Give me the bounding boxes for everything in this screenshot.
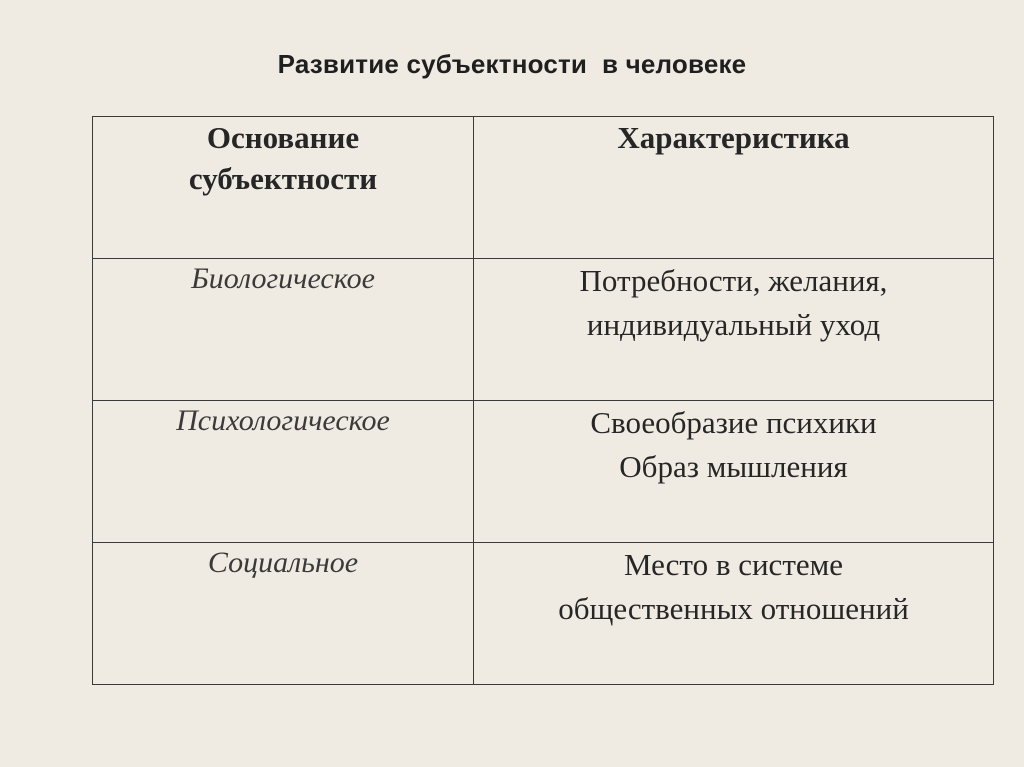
characteristic-line: Место в системе	[623, 547, 843, 582]
characteristic-cell	[474, 543, 994, 685]
characteristic-line: Потребности, желания,	[579, 263, 888, 298]
basis-cell: Психологическое	[93, 401, 474, 543]
characteristic-line: общественных отношений	[558, 591, 909, 626]
header-characteristic	[474, 117, 994, 259]
characteristic-line: Образ мышления	[619, 449, 848, 484]
subjectivity-table	[92, 116, 994, 685]
characteristic-line: индивидуальный уход	[586, 307, 881, 342]
table-row	[93, 543, 994, 685]
basis-cell: Биологическое	[93, 259, 474, 401]
header-basis	[93, 117, 474, 259]
header-basis-line: Основание	[206, 120, 360, 155]
table-row	[93, 401, 994, 543]
slide-title: Развитие субъектности в человеке	[277, 49, 747, 79]
characteristic-cell	[474, 401, 994, 543]
characteristic-line: Своеобразие психики	[590, 405, 877, 440]
table-header-row	[93, 117, 994, 259]
table-row	[93, 259, 994, 401]
basis-cell: Социальное	[93, 543, 474, 685]
header-characteristic-line: Характеристика	[617, 120, 850, 155]
characteristic-cell	[474, 259, 994, 401]
header-basis-line: субъектности	[188, 161, 378, 196]
